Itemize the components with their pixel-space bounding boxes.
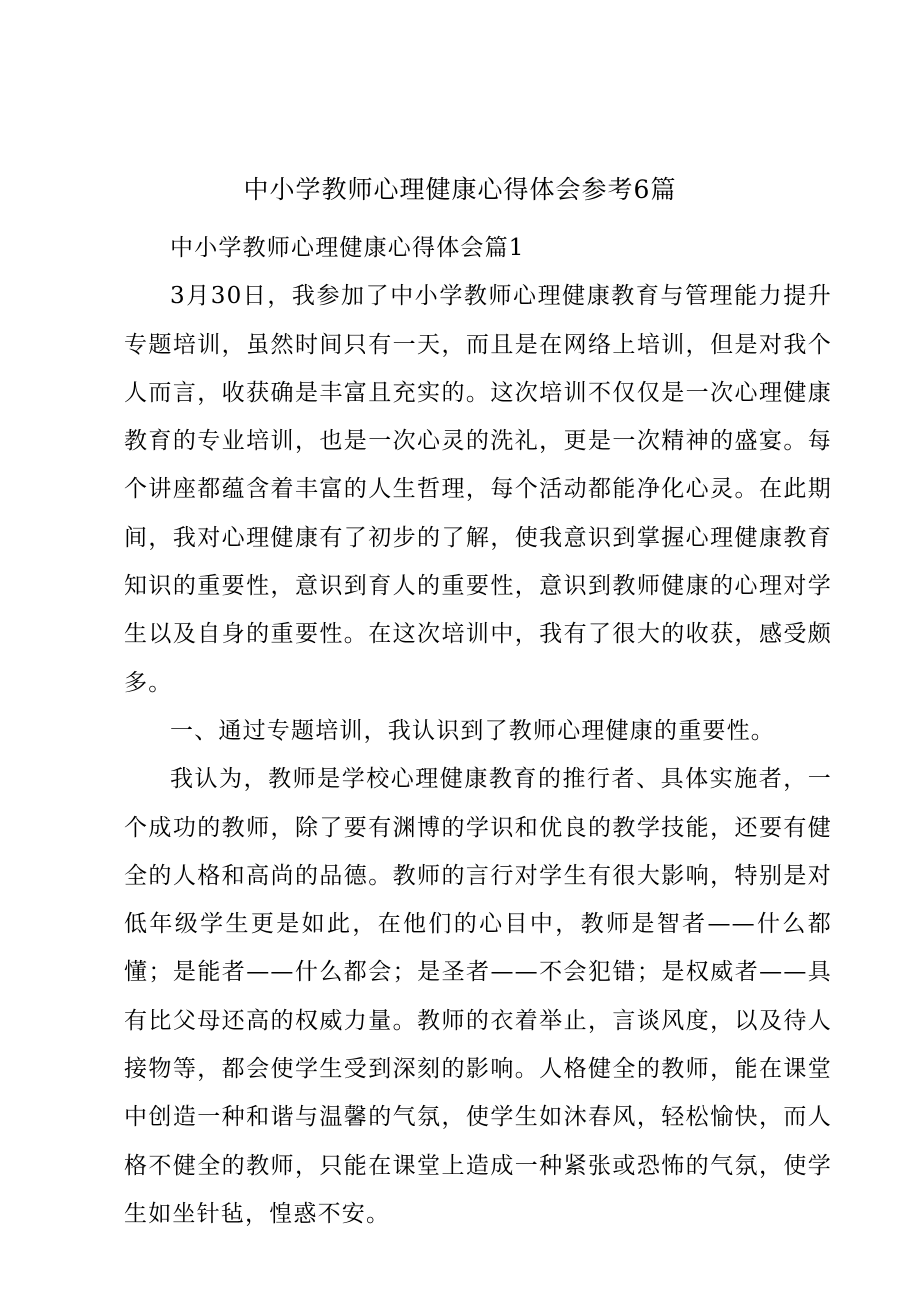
section-heading: 中小学教师心理健康心得体会篇1: [170, 235, 525, 261]
subsection-heading: 一、通过专题培训，我认识到了教师心理健康的重要性。: [170, 717, 775, 744]
document-title: 中小学教师心理健康心得体会参考6篇: [243, 175, 677, 204]
document-body: [124, 224, 832, 1238]
body-paragraph: 3月30日，我参加了中小学教师心理健康教育与管理能力提升专题培训，虽然时间只有一天，而且是在网络上培训，但是对我个人而言，收获确是丰富且充实的。这次培训不仅仅是一次心理健康教育的专业培训，也是一次心灵的洗礼，更是一次精神的盛宴。每个讲座都蕴含着丰富的人生哲理，每个活动都能净化心灵。在此期间，我对心理健康有了初步的了解，使我意识到掌握心理健康教育知识的重要性，意识到育人的重要性，意识到教师健康的心理对学生以及自身的重要性。在这次培训中，我有了很大的收获，感受颇多。: [124, 283, 832, 696]
body-paragraph: 我认为，教师是学校心理健康教育的推行者、具体实施者，一个成功的教师，除了要有渊博的学识和优良的教学技能，还要有健全的人格和高尚的品德。教师的言行对学生有很大影响，特别是对低年级学生更是如此，在他们的心目中，教师是智者——什么都懂；是能者——什么都会；是圣者——不会犯错；是权威者——具有比父母还高的权威力量。教师的衣着举止，言谈风度，以及待人接物等，都会使学生受到深刻的影响。人格健全的教师，能在课堂中创造一种和谐与温馨的气氛，使学生如沐春风，轻松愉快，而人格不健全的教师，只能在课堂上造成一种紧张或恐怖的气氛，使学生如坐针毡，惶惑不安。: [124, 766, 832, 1227]
